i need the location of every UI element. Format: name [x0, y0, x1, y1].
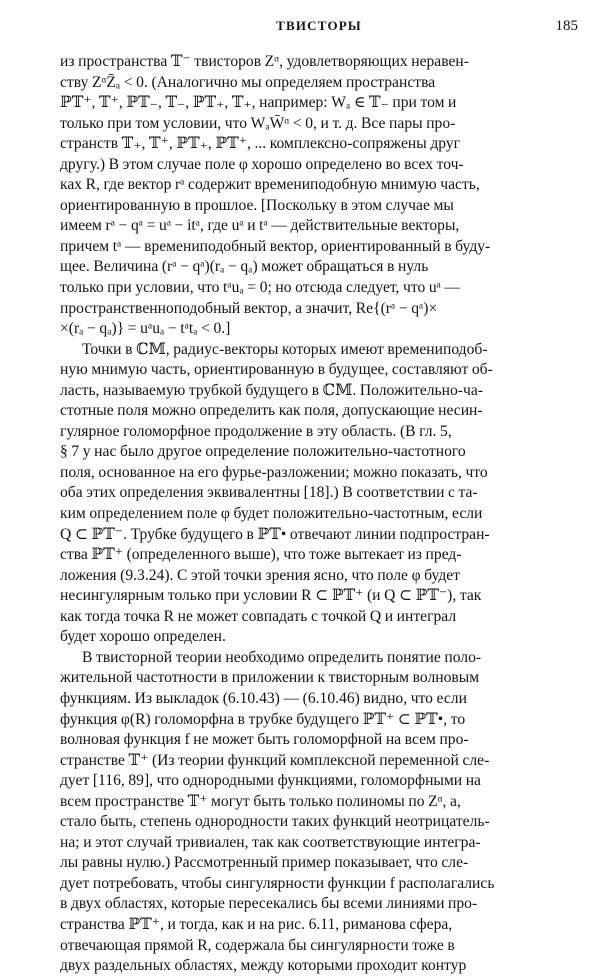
- text-line: ласть, называемую трубкой будущего в ℂ𝕄. Положительно-ча-: [60, 381, 483, 399]
- text-line: ства ℙ𝕋⁺ (определенного выше), что тоже вытекает из пред-: [60, 546, 462, 564]
- text-line: ству ZᵅZ̄ₐ < 0. (Аналогично мы определяем пространства: [60, 73, 436, 91]
- text-line: несингулярным только при условии R ⊂ ℙ𝕋⁺ (и Q ⊂ ℙ𝕋⁻), так: [60, 587, 482, 605]
- text-line: странства ℙ𝕋⁺, и тогда, как и на рис. 6.11, риманова сфера,: [60, 915, 453, 933]
- text-line: § 7 у нас было другое определение положительно-частотного: [60, 443, 466, 461]
- page-number: 185: [555, 18, 578, 34]
- text-line: ную мнимую часть, ориентированную в будущее, составляют об-: [60, 361, 493, 379]
- text-line: в двух областях, которые пересекались бы всеми линиями про-: [60, 895, 478, 913]
- paragraph: [60, 648, 565, 977]
- text-body: [60, 52, 565, 977]
- text-line: ℙ𝕋⁺, 𝕋⁺, ℙ𝕋₋, 𝕋₋, ℙ𝕋₊, 𝕋₊, например: Wₐ ∈ 𝕋₋ при том и: [60, 94, 457, 112]
- text-line: на; и этот случай тривиален, так как соответствующие интегра-: [60, 833, 481, 851]
- text-line: имеем rᵃ − qᵃ = uᵃ − itᵃ, где uᵃ и tᵃ — действительные векторы,: [60, 217, 460, 235]
- text-line: лы равны нулю.) Рассмотренный пример показывает, что сле-: [60, 854, 469, 872]
- text-line: из пространства 𝕋⁻ твисторов Zᵅ, удовлетворяющих неравен-: [60, 53, 469, 70]
- text-line: только при том условии, что WₐW̄ᵅ < 0, и т. д. Все пары про-: [60, 114, 456, 132]
- text-line: ложения (9.3.24). С этой точки зрения ясно, что поле φ будет: [60, 566, 460, 584]
- text-line: дует потребовать, чтобы сингулярности функции f располагались: [60, 874, 495, 892]
- text-line: жительной частотности в приложении к твисторным волновым: [60, 669, 480, 687]
- text-line: другу.) В этом случае поле φ хорошо определено во всех точ-: [60, 155, 464, 173]
- text-line: отвечающая прямой R, содержала бы сингулярности тоже в: [60, 936, 455, 954]
- text-line: дует [116, 89], что однородными функциями, голоморфными на: [60, 772, 481, 790]
- text-line: В твисторной теории необходимо определить понятие поло-: [82, 648, 482, 666]
- text-line: функциям. Из выкладок (6.10.43) — (6.10.46) видно, что если: [60, 689, 467, 707]
- text-line: гулярное голоморфное продолжение в эту область. (В гл. 5,: [60, 422, 452, 440]
- text-line: волновая функция f не может быть голоморфной на всем про-: [60, 731, 469, 749]
- text-line: стотные поля можно определить как поля, допускающие несин-: [60, 402, 483, 420]
- text-line: Точки в ℂ𝕄, радиус-векторы которых имеют времениподоб-: [82, 340, 488, 358]
- text-line: ках R, где вектор rᵃ содержит времениподобную мнимую часть,: [60, 176, 480, 194]
- text-line: странств 𝕋₊, 𝕋⁺, ℙ𝕋₊, ℙ𝕋⁺, ... комплексно-сопряжены друг: [60, 135, 461, 153]
- text-line: ×(rₐ − qₐ)} = uᵃuₐ − tᵃtₐ < 0.]: [60, 320, 231, 338]
- text-line: Q ⊂ ℙ𝕋⁻. Трубке будущего в ℙ𝕋• отвечают линии подпростран-: [60, 525, 490, 543]
- text-line: поля, основанное на его фурье-разложении; можно показать, что: [60, 463, 488, 481]
- text-line: пространственноподобный вектор, а значит, Re{(rᵃ − qᵃ)×: [60, 299, 438, 317]
- text-line: как тогда точка R не может совпадать с точкой Q и интеграл: [60, 607, 457, 625]
- text-line: функция φ(R) голоморфна в трубке будущего ℙ𝕋⁺ ⊂ ℙ𝕋•, то: [60, 710, 466, 728]
- text-line: щее. Величина (rᵃ − qᵃ)(rₐ − qₐ) может обращаться в нуль: [60, 258, 429, 276]
- text-line: странстве 𝕋⁺ (Из теории функций комплексной переменной сле-: [60, 751, 490, 769]
- running-title: ТВИСТОРЫ: [276, 18, 362, 33]
- text-line: двух раздельных областях, между которыми проходит контур: [60, 957, 467, 975]
- text-line: стало быть, степень однородности таких функций неотрицатель-: [60, 813, 490, 831]
- text-line: ким определением поле φ будет положительно-частотным, если: [60, 505, 483, 523]
- text-line: будет хорошо определен.: [60, 628, 226, 646]
- text-line: ориентированную в прошлое. [Поскольку в этом случае мы: [60, 196, 454, 214]
- paragraph: [60, 340, 565, 648]
- text-line: причем tᵃ — времениподобный вектор, ориентированный в буду-: [60, 237, 491, 255]
- page-header: [60, 18, 578, 42]
- text-line: всем пространстве 𝕋⁺ могут быть только полиномы по Zᵅ, а,: [60, 792, 461, 810]
- text-line: только при условии, что tᵃuₐ = 0; но отсюда следует, что uᵃ —: [60, 279, 461, 297]
- text-line: оба этих определения эквивалентны [18].) В соответствии с та-: [60, 484, 478, 502]
- paragraph: [60, 52, 565, 340]
